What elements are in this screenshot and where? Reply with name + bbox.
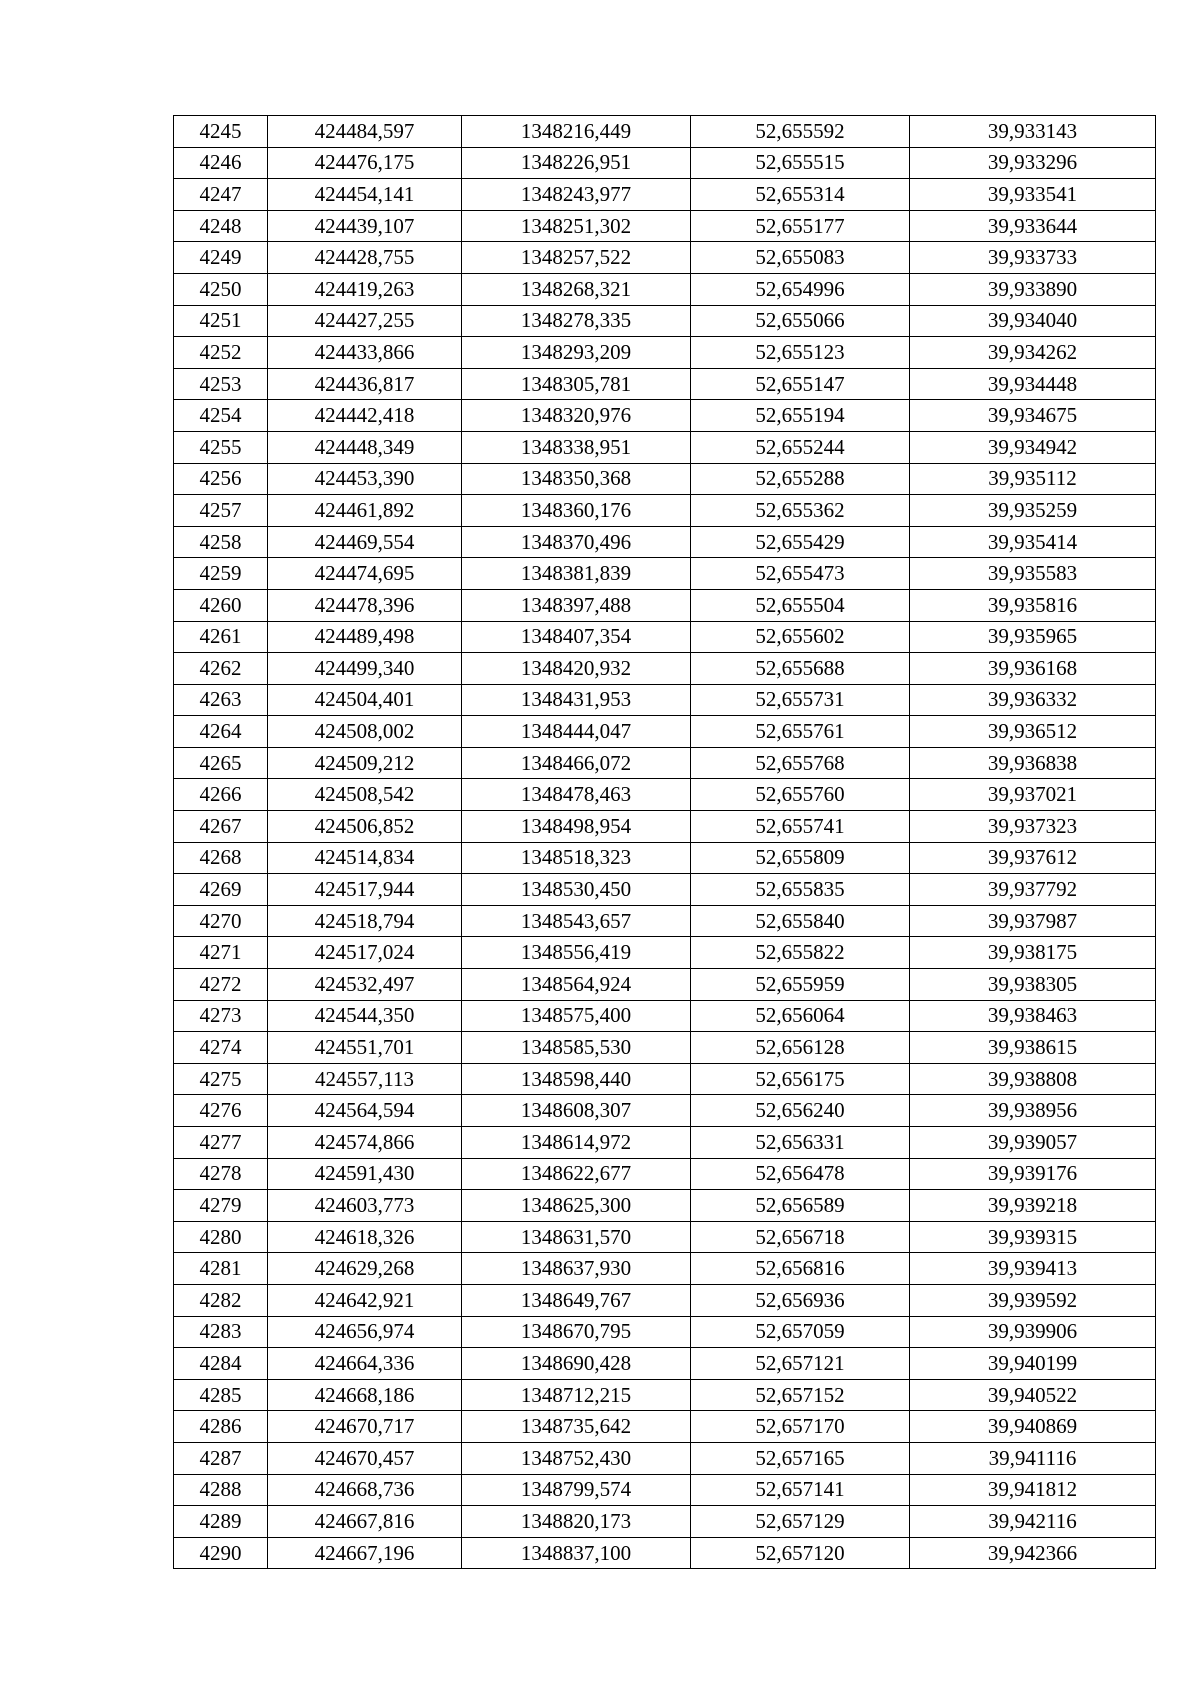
y-coordinate-cell: 1348251,302 (462, 210, 691, 242)
y-coordinate-cell: 1348370,496 (462, 526, 691, 558)
point-number-cell: 4254 (174, 400, 268, 432)
y-coordinate-cell: 1348407,354 (462, 621, 691, 653)
x-coordinate-cell: 424419,263 (268, 273, 462, 305)
longitude-cell: 39,934262 (910, 337, 1156, 369)
latitude-cell: 52,656331 (691, 1127, 910, 1159)
latitude-cell: 52,656589 (691, 1190, 910, 1222)
x-coordinate-cell: 424642,921 (268, 1284, 462, 1316)
latitude-cell: 52,655760 (691, 779, 910, 811)
x-coordinate-cell: 424667,196 (268, 1537, 462, 1569)
y-coordinate-cell: 1348350,368 (462, 463, 691, 495)
latitude-cell: 52,656175 (691, 1063, 910, 1095)
latitude-cell: 52,655123 (691, 337, 910, 369)
point-number-cell: 4261 (174, 621, 268, 653)
longitude-cell: 39,938808 (910, 1063, 1156, 1095)
latitude-cell: 52,657120 (691, 1537, 910, 1569)
longitude-cell: 39,942116 (910, 1506, 1156, 1538)
table-row (174, 1411, 1156, 1443)
y-coordinate-cell: 1348690,428 (462, 1348, 691, 1380)
longitude-cell: 39,933296 (910, 147, 1156, 179)
longitude-cell: 39,940522 (910, 1379, 1156, 1411)
longitude-cell: 39,935259 (910, 495, 1156, 527)
latitude-cell: 52,655194 (691, 400, 910, 432)
latitude-cell: 52,657152 (691, 1379, 910, 1411)
y-coordinate-cell: 1348752,430 (462, 1442, 691, 1474)
y-coordinate-cell: 1348837,100 (462, 1537, 691, 1569)
y-coordinate-cell: 1348598,440 (462, 1063, 691, 1095)
point-number-cell: 4248 (174, 210, 268, 242)
x-coordinate-cell: 424504,401 (268, 684, 462, 716)
point-number-cell: 4285 (174, 1379, 268, 1411)
table-row (174, 811, 1156, 843)
x-coordinate-cell: 424670,457 (268, 1442, 462, 1474)
point-number-cell: 4260 (174, 589, 268, 621)
table-row (174, 1063, 1156, 1095)
y-coordinate-cell: 1348518,323 (462, 842, 691, 874)
point-number-cell: 4274 (174, 1032, 268, 1064)
point-number-cell: 4272 (174, 969, 268, 1001)
x-coordinate-cell: 424670,717 (268, 1411, 462, 1443)
x-coordinate-cell: 424469,554 (268, 526, 462, 558)
latitude-cell: 52,655147 (691, 368, 910, 400)
y-coordinate-cell: 1348278,335 (462, 305, 691, 337)
table-row (174, 1506, 1156, 1538)
longitude-cell: 39,935816 (910, 589, 1156, 621)
x-coordinate-cell: 424656,974 (268, 1316, 462, 1348)
y-coordinate-cell: 1348498,954 (462, 811, 691, 843)
x-coordinate-cell: 424428,755 (268, 242, 462, 274)
y-coordinate-cell: 1348338,951 (462, 431, 691, 463)
longitude-cell: 39,939592 (910, 1284, 1156, 1316)
latitude-cell: 52,655244 (691, 431, 910, 463)
y-coordinate-cell: 1348649,767 (462, 1284, 691, 1316)
point-number-cell: 4258 (174, 526, 268, 558)
y-coordinate-cell: 1348575,400 (462, 1000, 691, 1032)
latitude-cell: 52,655602 (691, 621, 910, 653)
table-row (174, 526, 1156, 558)
longitude-cell: 39,941812 (910, 1474, 1156, 1506)
y-coordinate-cell: 1348216,449 (462, 116, 691, 148)
table-row (174, 368, 1156, 400)
y-coordinate-cell: 1348444,047 (462, 716, 691, 748)
latitude-cell: 52,655083 (691, 242, 910, 274)
longitude-cell: 39,935965 (910, 621, 1156, 653)
point-number-cell: 4277 (174, 1127, 268, 1159)
y-coordinate-cell: 1348360,176 (462, 495, 691, 527)
x-coordinate-cell: 424436,817 (268, 368, 462, 400)
longitude-cell: 39,938463 (910, 1000, 1156, 1032)
latitude-cell: 52,657165 (691, 1442, 910, 1474)
y-coordinate-cell: 1348478,463 (462, 779, 691, 811)
point-number-cell: 4247 (174, 179, 268, 211)
latitude-cell: 52,656240 (691, 1095, 910, 1127)
y-coordinate-cell: 1348799,574 (462, 1474, 691, 1506)
table-row (174, 463, 1156, 495)
y-coordinate-cell: 1348466,072 (462, 747, 691, 779)
x-coordinate-cell: 424618,326 (268, 1221, 462, 1253)
longitude-cell: 39,934675 (910, 400, 1156, 432)
y-coordinate-cell: 1348585,530 (462, 1032, 691, 1064)
y-coordinate-cell: 1348735,642 (462, 1411, 691, 1443)
longitude-cell: 39,937987 (910, 905, 1156, 937)
x-coordinate-cell: 424474,695 (268, 558, 462, 590)
latitude-cell: 52,655741 (691, 811, 910, 843)
longitude-cell: 39,939176 (910, 1158, 1156, 1190)
table-row (174, 1316, 1156, 1348)
table-row (174, 495, 1156, 527)
table-row (174, 1095, 1156, 1127)
longitude-cell: 39,933733 (910, 242, 1156, 274)
point-number-cell: 4264 (174, 716, 268, 748)
x-coordinate-cell: 424514,834 (268, 842, 462, 874)
table-row (174, 1442, 1156, 1474)
x-coordinate-cell: 424664,336 (268, 1348, 462, 1380)
latitude-cell: 52,655177 (691, 210, 910, 242)
x-coordinate-cell: 424439,107 (268, 210, 462, 242)
x-coordinate-cell: 424667,816 (268, 1506, 462, 1538)
x-coordinate-cell: 424509,212 (268, 747, 462, 779)
x-coordinate-cell: 424517,944 (268, 874, 462, 906)
y-coordinate-cell: 1348226,951 (462, 147, 691, 179)
longitude-cell: 39,941116 (910, 1442, 1156, 1474)
y-coordinate-cell: 1348820,173 (462, 1506, 691, 1538)
y-coordinate-cell: 1348556,419 (462, 937, 691, 969)
point-number-cell: 4268 (174, 842, 268, 874)
table-row (174, 842, 1156, 874)
point-number-cell: 4289 (174, 1506, 268, 1538)
x-coordinate-cell: 424544,350 (268, 1000, 462, 1032)
table-row (174, 273, 1156, 305)
latitude-cell: 52,656478 (691, 1158, 910, 1190)
point-number-cell: 4282 (174, 1284, 268, 1316)
longitude-cell: 39,933890 (910, 273, 1156, 305)
latitude-cell: 52,655761 (691, 716, 910, 748)
y-coordinate-cell: 1348293,209 (462, 337, 691, 369)
point-number-cell: 4279 (174, 1190, 268, 1222)
y-coordinate-cell: 1348268,321 (462, 273, 691, 305)
y-coordinate-cell: 1348622,677 (462, 1158, 691, 1190)
latitude-cell: 52,656064 (691, 1000, 910, 1032)
point-number-cell: 4253 (174, 368, 268, 400)
point-number-cell: 4263 (174, 684, 268, 716)
table-row (174, 1348, 1156, 1380)
table-row (174, 1221, 1156, 1253)
y-coordinate-cell: 1348564,924 (462, 969, 691, 1001)
table-row (174, 1032, 1156, 1064)
point-number-cell: 4283 (174, 1316, 268, 1348)
point-number-cell: 4280 (174, 1221, 268, 1253)
point-number-cell: 4245 (174, 116, 268, 148)
table-row (174, 621, 1156, 653)
x-coordinate-cell: 424499,340 (268, 653, 462, 685)
latitude-cell: 52,655362 (691, 495, 910, 527)
table-row (174, 747, 1156, 779)
table-row (174, 1158, 1156, 1190)
table-row (174, 305, 1156, 337)
table-row (174, 210, 1156, 242)
longitude-cell: 39,938175 (910, 937, 1156, 969)
latitude-cell: 52,655835 (691, 874, 910, 906)
point-number-cell: 4251 (174, 305, 268, 337)
table-row (174, 242, 1156, 274)
latitude-cell: 52,655840 (691, 905, 910, 937)
x-coordinate-cell: 424517,024 (268, 937, 462, 969)
latitude-cell: 52,656936 (691, 1284, 910, 1316)
x-coordinate-cell: 424508,002 (268, 716, 462, 748)
table-row (174, 400, 1156, 432)
table-row (174, 905, 1156, 937)
y-coordinate-cell: 1348637,930 (462, 1253, 691, 1285)
latitude-cell: 52,655959 (691, 969, 910, 1001)
latitude-cell: 52,656718 (691, 1221, 910, 1253)
latitude-cell: 52,657121 (691, 1348, 910, 1380)
longitude-cell: 39,933143 (910, 116, 1156, 148)
x-coordinate-cell: 424532,497 (268, 969, 462, 1001)
latitude-cell: 52,656128 (691, 1032, 910, 1064)
longitude-cell: 39,934040 (910, 305, 1156, 337)
point-number-cell: 4267 (174, 811, 268, 843)
y-coordinate-cell: 1348381,839 (462, 558, 691, 590)
latitude-cell: 52,655688 (691, 653, 910, 685)
x-coordinate-cell: 424557,113 (268, 1063, 462, 1095)
x-coordinate-cell: 424476,175 (268, 147, 462, 179)
latitude-cell: 52,655809 (691, 842, 910, 874)
x-coordinate-cell: 424574,866 (268, 1127, 462, 1159)
latitude-cell: 52,655288 (691, 463, 910, 495)
longitude-cell: 39,933541 (910, 179, 1156, 211)
point-number-cell: 4255 (174, 431, 268, 463)
y-coordinate-cell: 1348631,570 (462, 1221, 691, 1253)
x-coordinate-cell: 424433,866 (268, 337, 462, 369)
table-row (174, 874, 1156, 906)
x-coordinate-cell: 424453,390 (268, 463, 462, 495)
table-row (174, 1190, 1156, 1222)
point-number-cell: 4246 (174, 147, 268, 179)
table-row (174, 1537, 1156, 1569)
longitude-cell: 39,936168 (910, 653, 1156, 685)
table-row (174, 589, 1156, 621)
table-row (174, 937, 1156, 969)
longitude-cell: 39,935414 (910, 526, 1156, 558)
point-number-cell: 4257 (174, 495, 268, 527)
y-coordinate-cell: 1348420,932 (462, 653, 691, 685)
table-row (174, 337, 1156, 369)
x-coordinate-cell: 424668,186 (268, 1379, 462, 1411)
table-row (174, 1127, 1156, 1159)
table-row (174, 1474, 1156, 1506)
latitude-cell: 52,657059 (691, 1316, 910, 1348)
x-coordinate-cell: 424603,773 (268, 1190, 462, 1222)
table-row (174, 1253, 1156, 1285)
y-coordinate-cell: 1348320,976 (462, 400, 691, 432)
latitude-cell: 52,655822 (691, 937, 910, 969)
table-row (174, 147, 1156, 179)
longitude-cell: 39,935583 (910, 558, 1156, 590)
point-number-cell: 4273 (174, 1000, 268, 1032)
x-coordinate-cell: 424629,268 (268, 1253, 462, 1285)
table-row (174, 1379, 1156, 1411)
y-coordinate-cell: 1348614,972 (462, 1127, 691, 1159)
point-number-cell: 4284 (174, 1348, 268, 1380)
longitude-cell: 39,939413 (910, 1253, 1156, 1285)
point-number-cell: 4269 (174, 874, 268, 906)
point-number-cell: 4250 (174, 273, 268, 305)
point-number-cell: 4249 (174, 242, 268, 274)
table-row (174, 179, 1156, 211)
x-coordinate-cell: 424506,852 (268, 811, 462, 843)
x-coordinate-cell: 424591,430 (268, 1158, 462, 1190)
longitude-cell: 39,940199 (910, 1348, 1156, 1380)
x-coordinate-cell: 424564,594 (268, 1095, 462, 1127)
latitude-cell: 52,655504 (691, 589, 910, 621)
latitude-cell: 52,655515 (691, 147, 910, 179)
latitude-cell: 52,657141 (691, 1474, 910, 1506)
x-coordinate-cell: 424551,701 (268, 1032, 462, 1064)
y-coordinate-cell: 1348397,488 (462, 589, 691, 621)
point-number-cell: 4262 (174, 653, 268, 685)
y-coordinate-cell: 1348625,300 (462, 1190, 691, 1222)
point-number-cell: 4281 (174, 1253, 268, 1285)
point-number-cell: 4265 (174, 747, 268, 779)
coordinates-table-body (174, 116, 1156, 1569)
latitude-cell: 52,655066 (691, 305, 910, 337)
table-row (174, 653, 1156, 685)
x-coordinate-cell: 424668,736 (268, 1474, 462, 1506)
table-row (174, 558, 1156, 590)
longitude-cell: 39,939218 (910, 1190, 1156, 1222)
x-coordinate-cell: 424489,498 (268, 621, 462, 653)
longitude-cell: 39,938956 (910, 1095, 1156, 1127)
point-number-cell: 4266 (174, 779, 268, 811)
longitude-cell: 39,939057 (910, 1127, 1156, 1159)
table-row (174, 684, 1156, 716)
point-number-cell: 4278 (174, 1158, 268, 1190)
latitude-cell: 52,655592 (691, 116, 910, 148)
longitude-cell: 39,938305 (910, 969, 1156, 1001)
point-number-cell: 4288 (174, 1474, 268, 1506)
coordinates-table (173, 115, 1156, 1569)
x-coordinate-cell: 424484,597 (268, 116, 462, 148)
longitude-cell: 39,939906 (910, 1316, 1156, 1348)
point-number-cell: 4271 (174, 937, 268, 969)
table-row (174, 1284, 1156, 1316)
x-coordinate-cell: 424427,255 (268, 305, 462, 337)
longitude-cell: 39,933644 (910, 210, 1156, 242)
latitude-cell: 52,655731 (691, 684, 910, 716)
table-row (174, 116, 1156, 148)
latitude-cell: 52,655473 (691, 558, 910, 590)
longitude-cell: 39,936838 (910, 747, 1156, 779)
y-coordinate-cell: 1348257,522 (462, 242, 691, 274)
y-coordinate-cell: 1348305,781 (462, 368, 691, 400)
latitude-cell: 52,655429 (691, 526, 910, 558)
x-coordinate-cell: 424508,542 (268, 779, 462, 811)
point-number-cell: 4276 (174, 1095, 268, 1127)
y-coordinate-cell: 1348608,307 (462, 1095, 691, 1127)
longitude-cell: 39,939315 (910, 1221, 1156, 1253)
longitude-cell: 39,934942 (910, 431, 1156, 463)
point-number-cell: 4256 (174, 463, 268, 495)
point-number-cell: 4287 (174, 1442, 268, 1474)
table-row (174, 779, 1156, 811)
longitude-cell: 39,937021 (910, 779, 1156, 811)
x-coordinate-cell: 424518,794 (268, 905, 462, 937)
point-number-cell: 4270 (174, 905, 268, 937)
longitude-cell: 39,935112 (910, 463, 1156, 495)
x-coordinate-cell: 424478,396 (268, 589, 462, 621)
longitude-cell: 39,936512 (910, 716, 1156, 748)
point-number-cell: 4290 (174, 1537, 268, 1569)
latitude-cell: 52,657170 (691, 1411, 910, 1443)
latitude-cell: 52,657129 (691, 1506, 910, 1538)
longitude-cell: 39,937612 (910, 842, 1156, 874)
longitude-cell: 39,942366 (910, 1537, 1156, 1569)
longitude-cell: 39,934448 (910, 368, 1156, 400)
longitude-cell: 39,938615 (910, 1032, 1156, 1064)
latitude-cell: 52,655314 (691, 179, 910, 211)
x-coordinate-cell: 424461,892 (268, 495, 462, 527)
y-coordinate-cell: 1348543,657 (462, 905, 691, 937)
longitude-cell: 39,940869 (910, 1411, 1156, 1443)
point-number-cell: 4286 (174, 1411, 268, 1443)
latitude-cell: 52,656816 (691, 1253, 910, 1285)
longitude-cell: 39,936332 (910, 684, 1156, 716)
point-number-cell: 4275 (174, 1063, 268, 1095)
x-coordinate-cell: 424442,418 (268, 400, 462, 432)
point-number-cell: 4259 (174, 558, 268, 590)
point-number-cell: 4252 (174, 337, 268, 369)
longitude-cell: 39,937323 (910, 811, 1156, 843)
longitude-cell: 39,937792 (910, 874, 1156, 906)
table-row (174, 431, 1156, 463)
y-coordinate-cell: 1348670,795 (462, 1316, 691, 1348)
x-coordinate-cell: 424448,349 (268, 431, 462, 463)
table-row (174, 716, 1156, 748)
y-coordinate-cell: 1348431,953 (462, 684, 691, 716)
x-coordinate-cell: 424454,141 (268, 179, 462, 211)
latitude-cell: 52,655768 (691, 747, 910, 779)
y-coordinate-cell: 1348712,215 (462, 1379, 691, 1411)
y-coordinate-cell: 1348243,977 (462, 179, 691, 211)
y-coordinate-cell: 1348530,450 (462, 874, 691, 906)
table-row (174, 969, 1156, 1001)
table-row (174, 1000, 1156, 1032)
latitude-cell: 52,654996 (691, 273, 910, 305)
